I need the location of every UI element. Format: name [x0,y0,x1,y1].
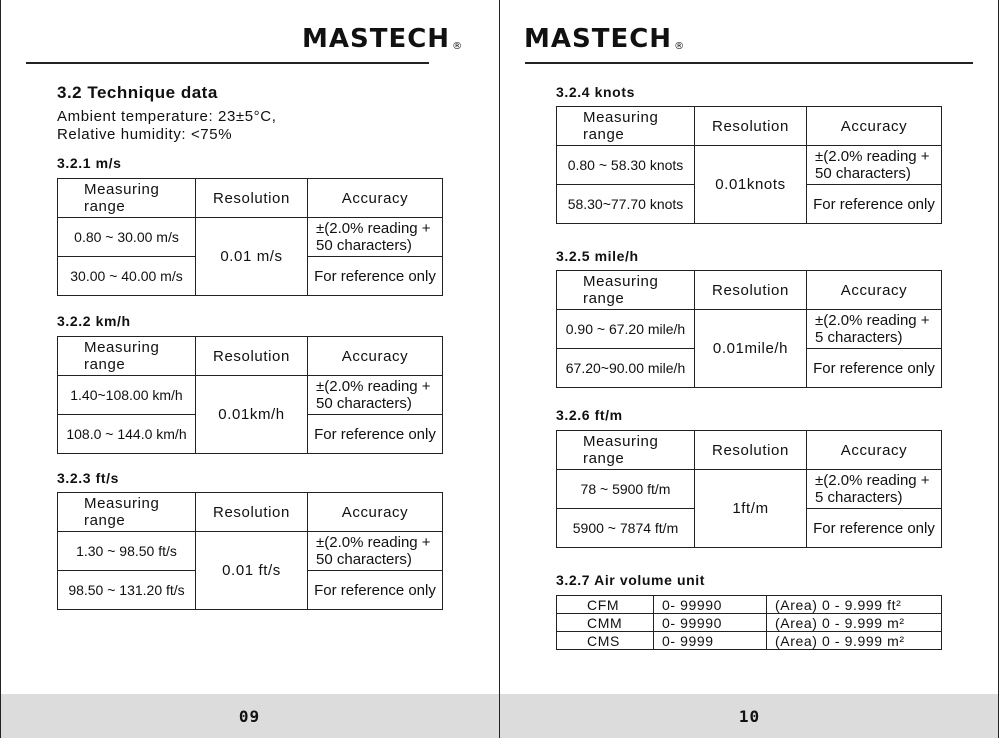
mastech-logo [302,24,463,54]
accuracy-cell: For reference only [308,571,443,610]
registered-mark: ® [674,41,686,52]
resolution-cell: 0.01knots [695,146,807,224]
air-volume-table [556,595,942,650]
table-title: 3.2.6 ft/m [556,407,623,423]
range-cell: 0- 99990 [654,614,767,632]
accuracy-cell: For reference only [807,349,942,388]
section-title: 3.2 Technique data [57,83,218,102]
table-title: 3.2.1 m/s [57,155,122,171]
header-rule [26,62,429,64]
registered-mark: ® [452,41,464,52]
range-cell: 1.30 ~ 98.50 ft/s [58,532,196,571]
accuracy-cell: ±(2.0% reading + 50 characters) [308,218,443,257]
header-resolution: Resolution [196,337,308,376]
range-cell: 0- 99990 [654,596,767,614]
left-page [0,0,499,738]
range-cell: 98.50 ~ 131.20 ft/s [58,571,196,610]
unit-cell: CFM [557,596,654,614]
ambient-temperature: Ambient temperature: 23±5°C, [57,108,277,125]
header-resolution: Resolution [196,493,308,532]
range-cell: 0.90 ~ 67.20 mile/h [557,310,695,349]
page-divider [499,0,500,738]
header-measuring-range: Measuring range [557,271,695,310]
range-cell: 0- 9999 [654,632,767,650]
spec-table-mileh [556,270,942,388]
range-cell: 5900 ~ 7874 ft/m [557,509,695,548]
range-cell: 78 ~ 5900 ft/m [557,470,695,509]
accuracy-cell: ±(2.0% reading + 50 characters) [308,376,443,415]
area-cell: (Area) 0 - 9.999 m² [767,614,942,632]
accuracy-cell: For reference only [807,185,942,224]
table-title: 3.2.7 Air volume unit [556,572,706,588]
area-cell: (Area) 0 - 9.999 ft² [767,596,942,614]
range-cell: 108.0 ~ 144.0 km/h [58,415,196,454]
page-number: 09 [238,707,261,726]
unit-cell: CMM [557,614,654,632]
table-title: 3.2.4 knots [556,84,635,100]
table-title: 3.2.2 km/h [57,313,131,329]
page-footer [0,694,499,738]
spec-table-fts [57,492,443,610]
logo-text: MASTECH [524,24,673,54]
resolution-cell: 0.01mile/h [695,310,807,388]
relative-humidity: Relative humidity: <75% [57,126,233,143]
accuracy-cell: ±(2.0% reading + 5 characters) [807,310,942,349]
table-title: 3.2.3 ft/s [57,470,120,486]
air-row [557,632,942,650]
resolution-cell: 0.01 ft/s [196,532,308,610]
header-accuracy: Accuracy [308,493,443,532]
header-accuracy: Accuracy [807,271,942,310]
air-row [557,614,942,632]
header-measuring-range: Measuring range [58,179,196,218]
header-resolution: Resolution [196,179,308,218]
spec-table-knots [556,106,942,224]
resolution-cell: 0.01 m/s [196,218,308,296]
header-measuring-range: Measuring range [557,431,695,470]
air-row [557,596,942,614]
header-measuring-range: Measuring range [557,107,695,146]
logo-text: MASTECH [302,24,451,54]
page-number: 10 [738,707,761,726]
accuracy-cell: ±(2.0% reading + 50 characters) [308,532,443,571]
page-footer [500,694,999,738]
table-title: 3.2.5 mile/h [556,248,639,264]
header-accuracy: Accuracy [807,431,942,470]
range-cell: 1.40~108.00 km/h [58,376,196,415]
accuracy-cell: For reference only [308,257,443,296]
accuracy-cell: ±(2.0% reading + 5 characters) [807,470,942,509]
spec-table-kmh [57,336,443,454]
header-accuracy: Accuracy [308,179,443,218]
unit-cell: CMS [557,632,654,650]
header-measuring-range: Measuring range [58,337,196,376]
header-resolution: Resolution [695,271,807,310]
header-rule [525,62,973,64]
accuracy-cell: ±(2.0% reading + 50 characters) [807,146,942,185]
spec-table-ftm [556,430,942,548]
header-accuracy: Accuracy [807,107,942,146]
conditions [57,108,276,144]
header-measuring-range: Measuring range [58,493,196,532]
range-cell: 67.20~90.00 mile/h [557,349,695,388]
accuracy-cell: For reference only [308,415,443,454]
range-cell: 0.80 ~ 30.00 m/s [58,218,196,257]
header-accuracy: Accuracy [308,337,443,376]
spec-table-ms [57,178,443,296]
range-cell: 0.80 ~ 58.30 knots [557,146,695,185]
resolution-cell: 1ft/m [695,470,807,548]
range-cell: 30.00 ~ 40.00 m/s [58,257,196,296]
accuracy-cell: For reference only [807,509,942,548]
right-page [500,0,999,738]
header-resolution: Resolution [695,431,807,470]
mastech-logo [524,24,685,54]
page-border [0,0,1,738]
resolution-cell: 0.01km/h [196,376,308,454]
header-resolution: Resolution [695,107,807,146]
range-cell: 58.30~77.70 knots [557,185,695,224]
area-cell: (Area) 0 - 9.999 m² [767,632,942,650]
